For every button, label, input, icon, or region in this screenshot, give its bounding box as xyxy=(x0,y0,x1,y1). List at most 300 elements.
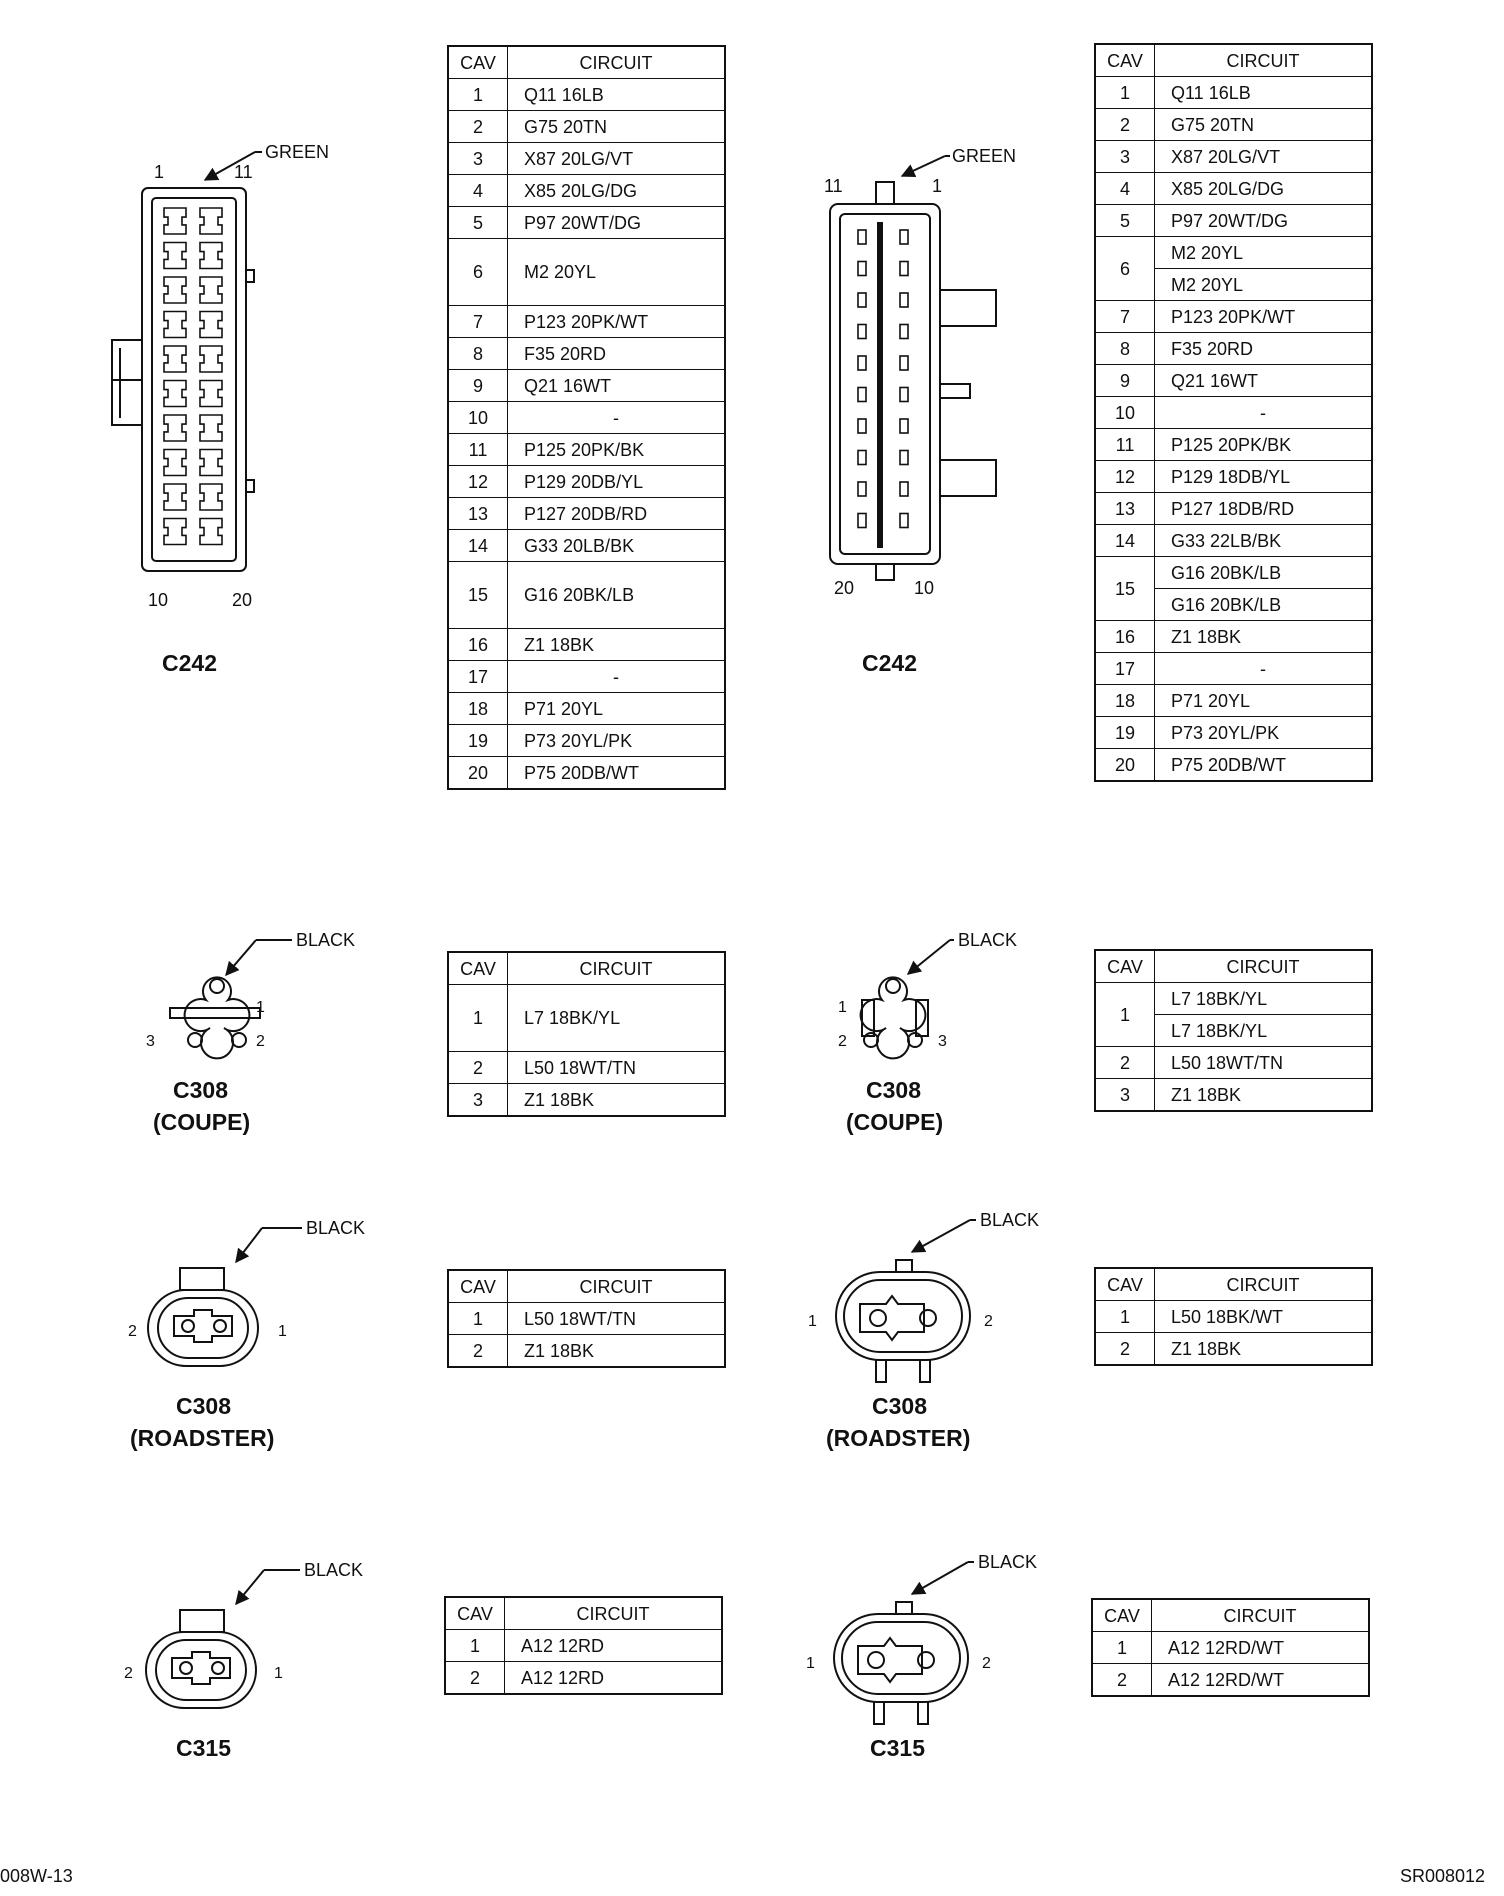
cav-number: 2 xyxy=(1095,1047,1155,1079)
cav-header: CAV xyxy=(445,1597,505,1630)
table-header-row xyxy=(448,46,725,79)
table-row xyxy=(445,1630,722,1662)
cav-number: 10 xyxy=(1095,397,1155,429)
terminal-cavity xyxy=(858,419,866,433)
circuit-code: P127 18DB/RD xyxy=(1155,493,1373,525)
table-row xyxy=(448,239,725,306)
cav-number: 17 xyxy=(448,661,508,693)
cav-number: 19 xyxy=(448,725,508,757)
variant-label-coupe: (COUPE) xyxy=(846,1109,944,1135)
terminal-cavity xyxy=(900,262,908,276)
terminal-cavity xyxy=(200,312,222,338)
table-header-row xyxy=(1092,1599,1369,1632)
cav-number: 13 xyxy=(1095,493,1155,525)
table-header-row xyxy=(448,1270,725,1303)
cav-header: CAV xyxy=(448,46,508,79)
table-row xyxy=(1095,621,1372,653)
cav-number: 3 xyxy=(1095,1079,1155,1112)
cav-number: 2 xyxy=(445,1662,505,1695)
cav-number: 12 xyxy=(448,466,508,498)
connector-body xyxy=(836,1272,970,1360)
cav-number: 5 xyxy=(1095,205,1155,237)
terminal-cavity xyxy=(200,450,222,476)
cav-number: 20 xyxy=(1095,749,1155,782)
table-row xyxy=(1095,525,1372,557)
pinout-table-c308-coupe-left xyxy=(447,951,726,1117)
circuit-code: L50 18WT/TN xyxy=(1155,1047,1373,1079)
color-label-black: BLACK xyxy=(306,1218,366,1238)
circuit-code: G75 20TN xyxy=(1155,109,1373,141)
circuit-code: G33 22LB/BK xyxy=(1155,525,1373,557)
table-row xyxy=(1095,717,1372,749)
color-label-black: BLACK xyxy=(978,1552,1038,1572)
circuit-header: CIRCUIT xyxy=(1155,1268,1373,1301)
terminal-cavity xyxy=(858,482,866,496)
table-row xyxy=(1095,365,1372,397)
terminal-cavity xyxy=(200,484,222,510)
cav-number: 3 xyxy=(1095,141,1155,173)
table-row xyxy=(1095,205,1372,237)
terminal-cavity xyxy=(200,381,222,407)
circuit-code: Z1 18BK xyxy=(1155,1079,1373,1112)
circuit-header: CIRCUIT xyxy=(1155,950,1373,983)
variant-label-roadster: (ROADSTER) xyxy=(826,1425,971,1451)
table-row xyxy=(448,402,725,434)
circuit-code: M2 20YL xyxy=(1155,237,1373,269)
table-row xyxy=(1095,685,1372,717)
table-row xyxy=(1095,333,1372,365)
cav-number: 5 xyxy=(448,207,508,239)
circuit-code: P129 20DB/YL xyxy=(508,466,726,498)
terminal-cavity xyxy=(858,388,866,402)
cav-number: 6 xyxy=(448,239,508,306)
table-row xyxy=(448,693,725,725)
cav-number: 11 xyxy=(448,434,508,466)
cav-number: 13 xyxy=(448,498,508,530)
cav-number: 1 xyxy=(448,1303,508,1335)
table-row xyxy=(1095,77,1372,109)
cav-number: 17 xyxy=(1095,653,1155,685)
cav-number: 16 xyxy=(1095,621,1155,653)
cav-header: CAV xyxy=(1095,1268,1155,1301)
table-row xyxy=(1095,301,1372,333)
table-row xyxy=(448,175,725,207)
terminal-cavity xyxy=(858,262,866,276)
terminal-cavity xyxy=(164,450,186,476)
cav-number: 16 xyxy=(448,629,508,661)
cav-header: CAV xyxy=(1092,1599,1152,1632)
terminal-cavity xyxy=(858,230,866,244)
terminal-cavity xyxy=(164,484,186,510)
pin-label-1: 1 xyxy=(256,999,265,1016)
table-row xyxy=(1095,237,1372,269)
color-label-black: BLACK xyxy=(296,930,356,950)
circuit-code: M2 20YL xyxy=(1155,269,1373,301)
circuit-code: P97 20WT/DG xyxy=(508,207,726,239)
color-label-black: BLACK xyxy=(304,1560,364,1580)
table-row xyxy=(1095,653,1372,685)
page-code: 008W-13 xyxy=(0,1866,73,1886)
pin-label-1: 1 xyxy=(274,1665,283,1682)
table-row xyxy=(448,562,725,629)
pin-label-2: 2 xyxy=(984,1313,993,1330)
terminal-cavity xyxy=(200,277,222,303)
pin-label-1: 1 xyxy=(806,1655,815,1672)
circuit-code: Z1 18BK xyxy=(1155,621,1373,653)
cav-number: 2 xyxy=(1095,109,1155,141)
cav-number: 1 xyxy=(1095,1301,1155,1333)
cav-number: 2 xyxy=(448,1335,508,1368)
circuit-code: P123 20PK/WT xyxy=(1155,301,1373,333)
terminal-cavity xyxy=(900,482,908,496)
circuit-code: A12 12RD/WT xyxy=(1152,1632,1370,1664)
cav-header: CAV xyxy=(1095,44,1155,77)
table-row xyxy=(1095,749,1372,782)
cav-number: 1 xyxy=(1092,1632,1152,1664)
terminal-cavity xyxy=(900,293,908,307)
pinout-table-c315-right xyxy=(1091,1598,1370,1697)
circuit-code: - xyxy=(508,402,726,434)
circuit-code: G16 20BK/LB xyxy=(1155,589,1373,621)
color-pointer-arrow xyxy=(912,1220,970,1252)
connector-name-c242: C242 xyxy=(162,650,217,676)
pin-label-1: 1 xyxy=(932,176,943,196)
cav-number: 8 xyxy=(1095,333,1155,365)
circuit-code: M2 20YL xyxy=(508,239,726,306)
pin-label-2: 2 xyxy=(124,1665,133,1682)
circuit-code: G33 20LB/BK xyxy=(508,530,726,562)
connector-name-c315: C315 xyxy=(176,1735,231,1761)
color-pointer-arrow xyxy=(236,1228,262,1262)
color-pointer-arrow xyxy=(236,1570,264,1604)
terminal-cavity xyxy=(858,325,866,339)
connector-name-c308: C308 xyxy=(872,1393,927,1419)
circuit-header: CIRCUIT xyxy=(508,1270,726,1303)
color-pointer-arrow xyxy=(902,156,945,176)
connector-body xyxy=(830,204,940,564)
table-header-row xyxy=(1095,1268,1372,1301)
table-row xyxy=(448,530,725,562)
circuit-code: Z1 18BK xyxy=(508,1084,726,1117)
terminal-cavity xyxy=(858,356,866,370)
circuit-code: X85 20LG/DG xyxy=(1155,173,1373,205)
table-row xyxy=(445,1662,722,1695)
table-row xyxy=(448,207,725,239)
pin-label-3: 3 xyxy=(146,1033,155,1050)
circuit-code: Z1 18BK xyxy=(508,1335,726,1368)
circuit-code: G16 20BK/LB xyxy=(508,562,726,629)
figure-code: SR008012 xyxy=(1400,1866,1486,1886)
table-row xyxy=(448,1052,725,1084)
cav-number: 7 xyxy=(1095,301,1155,333)
cav-number: 2 xyxy=(448,111,508,143)
pin-label-20: 20 xyxy=(834,578,855,598)
circuit-code: P127 20DB/RD xyxy=(508,498,726,530)
cav-number: 14 xyxy=(448,530,508,562)
circuit-code: G75 20TN xyxy=(508,111,726,143)
table-header-row xyxy=(445,1597,722,1630)
terminal-cavity xyxy=(858,514,866,528)
table-row xyxy=(448,79,725,111)
terminal-cavity xyxy=(900,514,908,528)
circuit-header: CIRCUIT xyxy=(1155,44,1373,77)
cav-number: 11 xyxy=(1095,429,1155,461)
connector-body xyxy=(142,188,246,571)
table-row xyxy=(1095,1301,1372,1333)
c315-right-connector xyxy=(806,1552,1037,1761)
circuit-header: CIRCUIT xyxy=(508,46,726,79)
circuit-code: L50 18WT/TN xyxy=(508,1052,726,1084)
cav-number: 4 xyxy=(448,175,508,207)
color-label-black: BLACK xyxy=(958,930,1018,950)
circuit-code: P129 18DB/YL xyxy=(1155,461,1373,493)
pin-label-1: 1 xyxy=(154,162,165,182)
circuit-code: L7 18BK/YL xyxy=(508,985,726,1052)
table-row xyxy=(1095,557,1372,589)
table-row xyxy=(448,757,725,790)
circuit-code: Z1 18BK xyxy=(1155,1333,1373,1366)
table-row xyxy=(448,629,725,661)
table-row xyxy=(448,498,725,530)
connector-body xyxy=(834,1614,968,1702)
cav-number: 15 xyxy=(1095,557,1155,621)
table-row xyxy=(448,985,725,1052)
terminal-cavity xyxy=(164,208,186,234)
table-row xyxy=(1095,983,1372,1015)
color-label-black: BLACK xyxy=(980,1210,1040,1230)
table-row xyxy=(1095,173,1372,205)
circuit-code: F35 20RD xyxy=(508,338,726,370)
cav-number: 20 xyxy=(448,757,508,790)
table-row xyxy=(448,143,725,175)
table-row xyxy=(448,434,725,466)
table-row xyxy=(448,1335,725,1368)
circuit-code: Q11 16LB xyxy=(1155,77,1373,109)
connector-name-c315: C315 xyxy=(870,1735,925,1761)
table-row xyxy=(1095,109,1372,141)
circuit-code: A12 12RD/WT xyxy=(1152,1664,1370,1697)
cav-number: 10 xyxy=(448,402,508,434)
table-row xyxy=(1095,141,1372,173)
circuit-code: - xyxy=(1155,397,1373,429)
terminal-cavity xyxy=(200,243,222,269)
table-row xyxy=(1095,1079,1372,1112)
terminal-cavity xyxy=(164,346,186,372)
terminal-cavity xyxy=(200,415,222,441)
c315-left-connector xyxy=(124,1560,363,1761)
cav-number: 7 xyxy=(448,306,508,338)
cav-number: 14 xyxy=(1095,525,1155,557)
table-row xyxy=(448,370,725,402)
variant-label-coupe: (COUPE) xyxy=(153,1109,251,1135)
cav-number: 6 xyxy=(1095,237,1155,301)
terminal-cavity xyxy=(900,230,908,244)
terminal-cavity xyxy=(164,519,186,545)
terminal-cavity xyxy=(164,415,186,441)
pin-label-2: 2 xyxy=(982,1655,991,1672)
cav-number: 1 xyxy=(445,1630,505,1662)
terminal-cavity xyxy=(164,381,186,407)
circuit-code: A12 12RD xyxy=(505,1662,723,1695)
table-row xyxy=(448,111,725,143)
circuit-code: Q11 16LB xyxy=(508,79,726,111)
circuit-code: P73 20YL/PK xyxy=(1155,717,1373,749)
cav-number: 1 xyxy=(448,79,508,111)
table-row xyxy=(1095,1333,1372,1366)
color-pointer-arrow xyxy=(912,1562,968,1594)
table-row xyxy=(1095,493,1372,525)
pin-label-20: 20 xyxy=(232,590,253,610)
color-pointer-arrow xyxy=(908,940,950,974)
terminal-cavity xyxy=(900,388,908,402)
cav-number: 9 xyxy=(1095,365,1155,397)
connector-name-c308: C308 xyxy=(173,1077,228,1103)
circuit-code: F35 20RD xyxy=(1155,333,1373,365)
cav-number: 1 xyxy=(1095,983,1155,1047)
terminal-cavity xyxy=(164,277,186,303)
table-row xyxy=(448,466,725,498)
pinout-table-c242-right xyxy=(1094,43,1373,782)
cav-number: 19 xyxy=(1095,717,1155,749)
c242-left-connector xyxy=(112,142,329,676)
circuit-code: Q21 16WT xyxy=(508,370,726,402)
terminal-cavity xyxy=(200,519,222,545)
pin-label-2: 2 xyxy=(256,1033,265,1050)
circuit-code: P125 20PK/BK xyxy=(508,434,726,466)
circuit-code: L50 18BK/WT xyxy=(1155,1301,1373,1333)
pinout-table-c315-left xyxy=(444,1596,723,1695)
circuit-code: P73 20YL/PK xyxy=(508,725,726,757)
terminal-cavity xyxy=(900,419,908,433)
circuit-header: CIRCUIT xyxy=(505,1597,723,1630)
circuit-code: A12 12RD xyxy=(505,1630,723,1662)
pin-label-11: 11 xyxy=(234,162,253,182)
cav-header: CAV xyxy=(448,952,508,985)
circuit-code: X87 20LG/VT xyxy=(508,143,726,175)
pin-label-11: 11 xyxy=(824,176,843,196)
table-row xyxy=(448,1084,725,1117)
circuit-code: P123 20PK/WT xyxy=(508,306,726,338)
connector-body xyxy=(146,1632,256,1708)
pin-label-1: 1 xyxy=(808,1313,817,1330)
cav-header: CAV xyxy=(1095,950,1155,983)
pin-label-1: 1 xyxy=(278,1323,287,1340)
pin-label-10: 10 xyxy=(914,578,935,598)
terminal-cavity xyxy=(858,451,866,465)
circuit-header: CIRCUIT xyxy=(508,952,726,985)
connector-name-c308: C308 xyxy=(176,1393,231,1419)
circuit-code: X87 20LG/VT xyxy=(1155,141,1373,173)
c242-right-connector xyxy=(824,146,1016,676)
pin-label-2: 2 xyxy=(838,1033,847,1050)
terminal-cavity xyxy=(200,346,222,372)
cav-number: 18 xyxy=(448,693,508,725)
circuit-code: Z1 18BK xyxy=(508,629,726,661)
circuit-code: P75 20DB/WT xyxy=(1155,749,1373,782)
cav-number: 3 xyxy=(448,1084,508,1117)
circuit-code: - xyxy=(1155,653,1373,685)
cav-number: 3 xyxy=(448,143,508,175)
pin-label-1: 1 xyxy=(838,999,847,1016)
connector-body xyxy=(148,1290,258,1366)
circuit-code: G16 20BK/LB xyxy=(1155,557,1373,589)
cav-number: 1 xyxy=(1095,77,1155,109)
circuit-code: - xyxy=(508,661,726,693)
circuit-code: Q21 16WT xyxy=(1155,365,1373,397)
cav-number: 8 xyxy=(448,338,508,370)
circuit-code: X85 20LG/DG xyxy=(508,175,726,207)
cav-number: 4 xyxy=(1095,173,1155,205)
cav-number: 9 xyxy=(448,370,508,402)
circuit-code: P71 20YL xyxy=(508,693,726,725)
table-row xyxy=(448,725,725,757)
circuit-code: L50 18WT/TN xyxy=(508,1303,726,1335)
cav-header: CAV xyxy=(448,1270,508,1303)
c308-roadster-right-connector xyxy=(808,1210,1039,1451)
cav-number: 1 xyxy=(448,985,508,1052)
c308-coupe-right-connector xyxy=(838,930,1017,1135)
terminal-cavity xyxy=(200,208,222,234)
pinout-table-c308-roadster-left xyxy=(447,1269,726,1368)
circuit-code: P75 20DB/WT xyxy=(508,757,726,790)
cav-number: 12 xyxy=(1095,461,1155,493)
terminal-cavity xyxy=(164,312,186,338)
table-row xyxy=(1092,1632,1369,1664)
connector-name-c308: C308 xyxy=(866,1077,921,1103)
variant-label-roadster: (ROADSTER) xyxy=(130,1425,275,1451)
table-row xyxy=(448,338,725,370)
pinout-table-c308-roadster-right xyxy=(1094,1267,1373,1366)
table-row xyxy=(1092,1664,1369,1697)
terminal-cavity xyxy=(858,293,866,307)
table-row xyxy=(1095,397,1372,429)
connector-name-c242: C242 xyxy=(862,650,917,676)
terminal-cavity xyxy=(900,451,908,465)
terminal-cavity xyxy=(900,356,908,370)
cav-number: 2 xyxy=(1095,1333,1155,1366)
pinout-table-c242-left xyxy=(447,45,726,790)
circuit-code: P97 20WT/DG xyxy=(1155,205,1373,237)
table-row xyxy=(1095,461,1372,493)
table-row xyxy=(1095,429,1372,461)
color-label-green: GREEN xyxy=(952,146,1017,166)
circuit-code: P71 20YL xyxy=(1155,685,1373,717)
circuit-code: L7 18BK/YL xyxy=(1155,983,1373,1015)
cav-number: 18 xyxy=(1095,685,1155,717)
cav-number: 2 xyxy=(1092,1664,1152,1697)
c308-coupe-left-connector xyxy=(146,930,355,1135)
cav-number: 15 xyxy=(448,562,508,629)
terminal-cavity xyxy=(900,325,908,339)
pin-label-3: 3 xyxy=(938,1033,947,1050)
table-row xyxy=(448,1303,725,1335)
color-pointer-arrow xyxy=(226,940,256,975)
pin-label-2: 2 xyxy=(128,1323,137,1340)
table-header-row xyxy=(448,952,725,985)
color-label-green: GREEN xyxy=(265,142,330,162)
pin-label-10: 10 xyxy=(148,590,169,610)
table-header-row xyxy=(1095,950,1372,983)
circuit-header: CIRCUIT xyxy=(1152,1599,1370,1632)
table-row xyxy=(1095,1047,1372,1079)
terminal-cavity xyxy=(164,243,186,269)
table-row xyxy=(448,306,725,338)
circuit-code: L7 18BK/YL xyxy=(1155,1015,1373,1047)
c308-roadster-left-connector xyxy=(128,1218,365,1451)
pinout-table-c308-coupe-right xyxy=(1094,949,1373,1112)
cav-number: 2 xyxy=(448,1052,508,1084)
table-header-row xyxy=(1095,44,1372,77)
